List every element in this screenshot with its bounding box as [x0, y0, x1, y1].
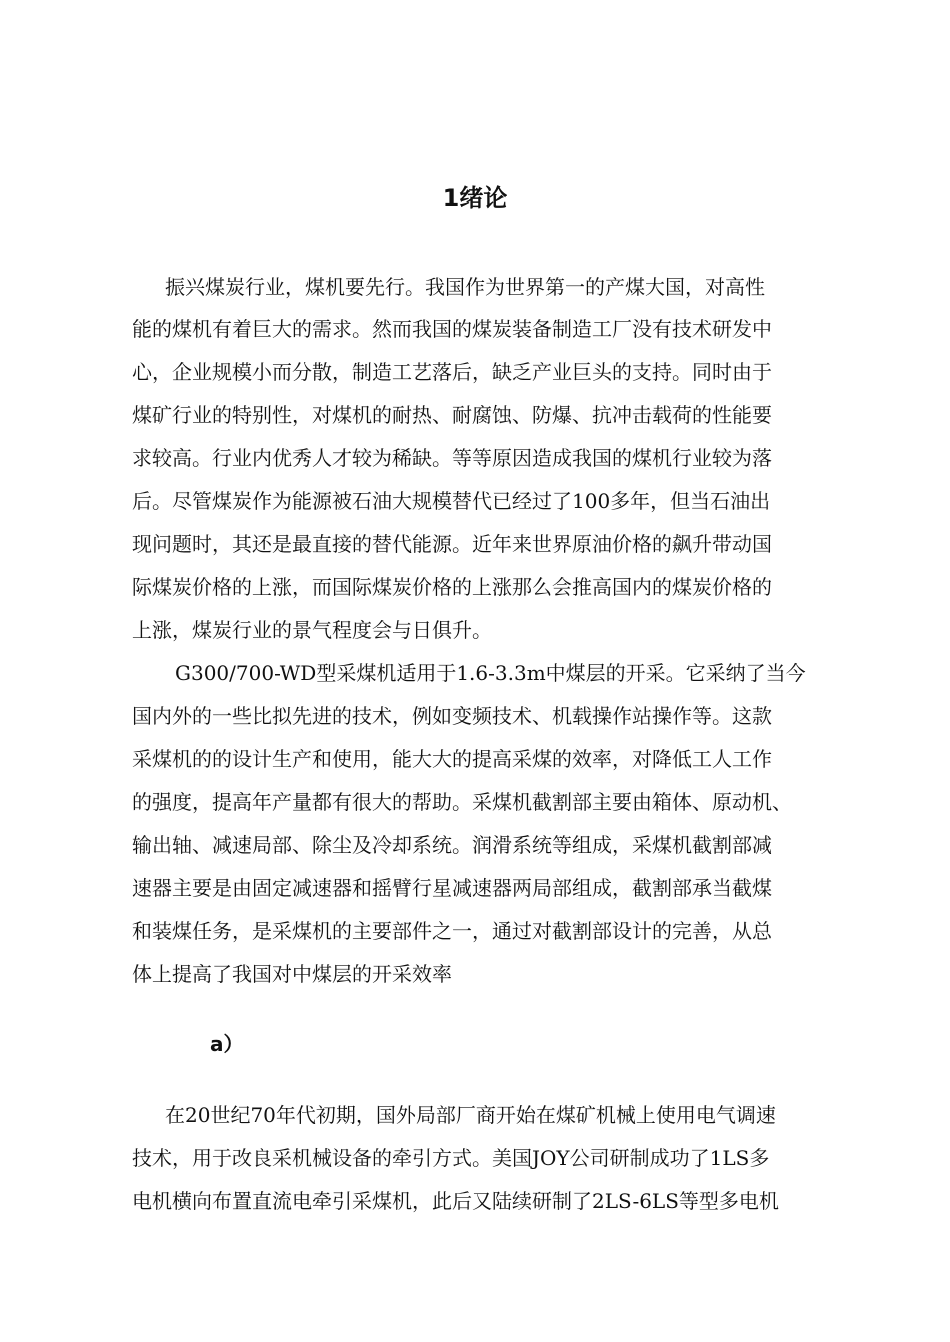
paragraph-3-line: 在20世纪70年代初期，国外局部厂商开始在煤矿机械上使用电气调速 [165, 1103, 776, 1127]
paragraph-2-line: 国内外的一些比拟先进的技术，例如变频技术、机载操作站操作等。这款 [132, 704, 772, 728]
paragraph-2-line: G300/700-WD型采煤机适用于1.6-3.3m中煤层的开采。它采纳了当今 [175, 661, 806, 685]
paragraph-1-line: 际煤炭价格的上涨，而国际煤炭价格的上涨那么会推高国内的煤炭价格的 [132, 575, 772, 599]
paragraph-3-line: 技术，用于改良采机械设备的牵引方式。美国JOY公司研制成功了1LS多 [132, 1146, 770, 1170]
paragraph-2-line: 体上提高了我国对中煤层的开采效率 [132, 962, 452, 986]
paragraph-1-line: 煤矿行业的特别性，对煤机的耐热、耐腐蚀、防爆、抗冲击载荷的性能要 [132, 403, 772, 427]
paragraph-3-line: 电机横向布置直流电牵引采煤机，此后又陆续研制了2LS-6LS等型多电机 [132, 1189, 779, 1213]
paragraph-2-line: 和装煤任务，是采煤机的主要部件之一，通过对截割部设计的完善，从总 [132, 919, 772, 943]
paragraph-1-line: 上涨，煤炭行业的景气程度会与日俱升。 [132, 618, 492, 642]
paragraph-1-line: 求较高。行业内优秀人才较为稀缺。等等原因造成我国的煤机行业较为落 [132, 446, 772, 470]
chapter-title: 1绪论 [442, 184, 508, 212]
paragraph-2-line: 采煤机的的设计生产和使用，能大大的提高采煤的效率，对降低工人工作 [132, 747, 772, 771]
paragraph-2-line: 输出轴、减速局部、除尘及冷却系统。润滑系统等组成，采煤机截割部减 [132, 833, 772, 857]
paragraph-2-line: 的强度，提高年产量都有很大的帮助。采煤机截割部主要由箱体、原动机、 [132, 790, 792, 814]
section-heading: a） [210, 1032, 244, 1056]
paragraph-1-line: 振兴煤炭行业，煤机要先行。我国作为世界第一的产煤大国，对高性 [165, 275, 765, 299]
paragraph-1-line: 能的煤机有着巨大的需求。然而我国的煤炭装备制造工厂没有技术研发中 [132, 317, 772, 341]
paragraph-1-line: 现问题时，其还是最直接的替代能源。近年来世界原油价格的飙升带动国 [132, 532, 772, 556]
paragraph-1-line: 后。尽管煤炭作为能源被石油大规模替代已经过了100多年，但当石油出 [132, 489, 771, 513]
paragraph-1-line: 心，企业规模小而分散，制造工艺落后，缺乏产业巨头的支持。同时由于 [132, 360, 772, 384]
paragraph-2-line: 速器主要是由固定减速器和摇臂行星减速器两局部组成，截割部承当截煤 [132, 876, 772, 900]
